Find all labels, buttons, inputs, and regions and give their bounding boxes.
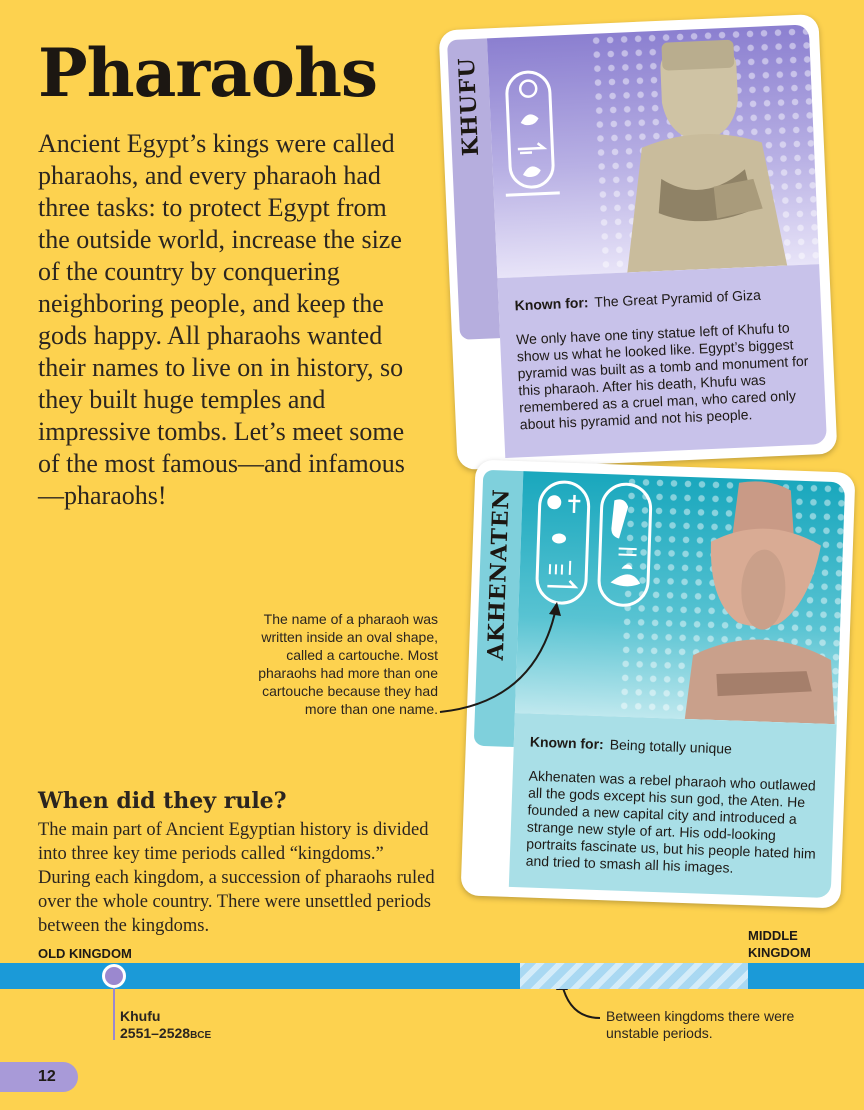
khufu-timeline-marker xyxy=(102,964,126,988)
middle-kingdom-line1: MIDDLE xyxy=(748,928,798,943)
khufu-description: We only have one tiny statue left of Khufu to show us what he looked like. Egypt’s biggest pyramid was built as a tomb and monument for this pharaoh. After his death, Khufu was remembered as a cruel man, who cared only about his pyramid and not his people. xyxy=(515,319,809,433)
known-for-label: Known for: xyxy=(529,733,605,753)
khufu-timeline-name: Khufu xyxy=(120,1008,161,1024)
known-for-value: Being totally unique xyxy=(609,736,733,757)
akhenaten-name: AKHENATEN xyxy=(482,487,515,661)
when-heading: When did they rule? xyxy=(38,788,287,814)
when-paragraph: The main part of Ancient Egyptian history is divided into three key time periods called “kingdoms.” During each kingdom, a succession of pharaohs ruled over the whole country. There were unsettled periods between the kingdoms. xyxy=(38,820,435,936)
khufu-marker-line xyxy=(113,988,115,1040)
khufu-name: KHUFU xyxy=(453,56,485,157)
known-for-label: Known for: xyxy=(514,294,589,314)
old-kingdom-label: OLD KINGDOM xyxy=(38,946,132,961)
between-kingdoms-note: Between kingdoms there were unstable periods. xyxy=(606,1008,795,1041)
khufu-timeline-label xyxy=(120,1008,211,1044)
akhenaten-description: Akhenaten was a rebel pharaoh who outlawed all the gods except his sun god, the Aten. He founded a new capital city and introduced a strange new style of art. His odd-looking portraits fascinate us, but his people hated him and tried to smash all his images. xyxy=(525,767,817,876)
cartouche-caption: The name of a pharaoh was written inside an oval shape, called a cartouche. Most pharaohs had more than one cartouche because they had more than one name. xyxy=(258,611,438,717)
middle-kingdom-line2: KINGDOM xyxy=(748,945,811,960)
intro-paragraph: Ancient Egypt’s kings were called pharaohs, and every pharaoh had three tasks: to protect Egypt from the outside world, increase the size of the country by conquering neighboring people, and keep the gods happy. All pharaohs wanted their names to live on in history, so they built huge temples and impressive tombs. Let’s meet some of the most famous—and infamous—pharaohs! xyxy=(38,129,405,510)
middle-kingdom-label xyxy=(748,927,811,961)
khufu-timeline-dates: 2551–2528BCE xyxy=(120,1025,212,1041)
page-title: Pharaohs xyxy=(38,34,378,112)
unstable-period-hatch xyxy=(520,963,748,989)
known-for-value: The Great Pyramid of Giza xyxy=(594,286,762,310)
page-number: 12 xyxy=(0,1062,78,1092)
